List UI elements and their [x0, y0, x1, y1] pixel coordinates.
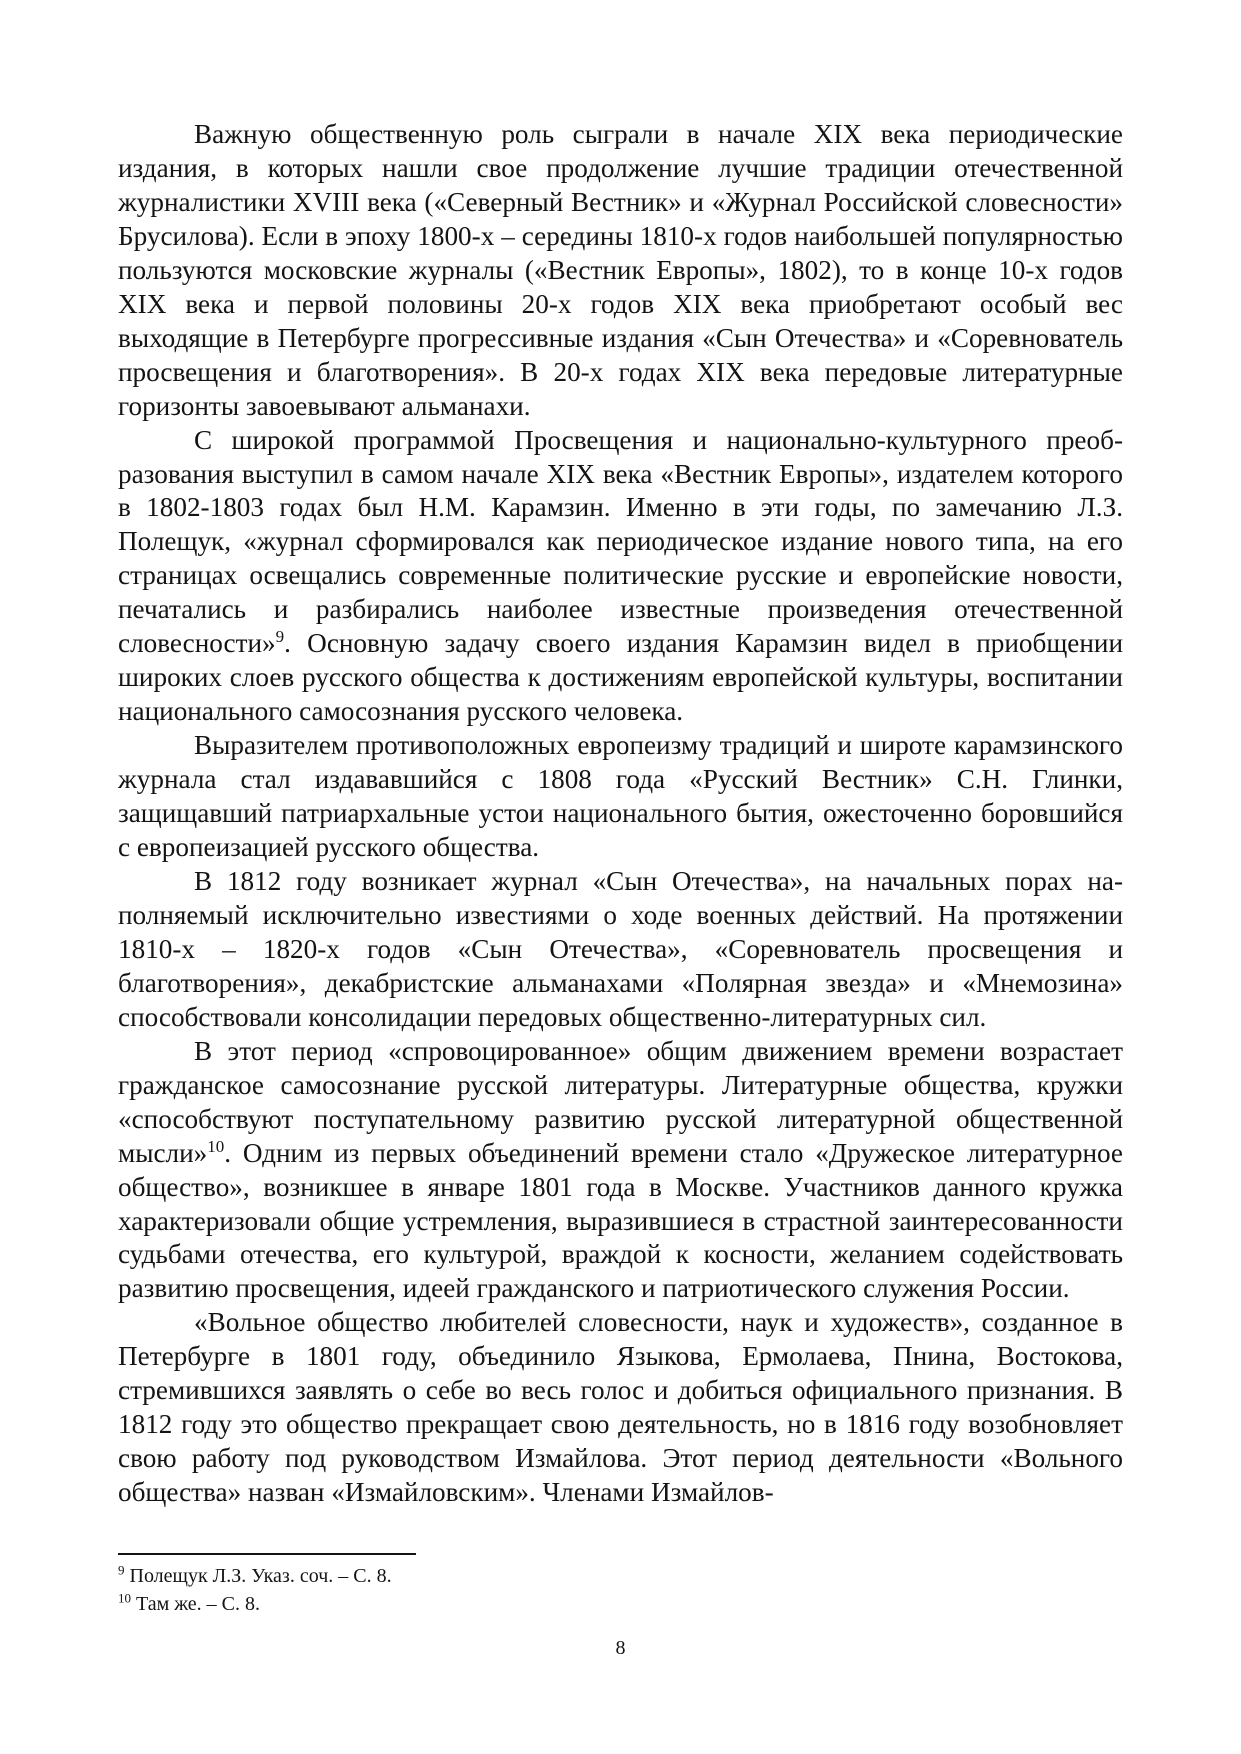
- footnote-number: 9: [118, 1562, 125, 1578]
- paragraph: «Вольное общество любителей словесности, наук и художеств», созданное в Петербурге в 1801 году, объединило Языкова, Ермолаева, Пнина, Востокова, стремившихся заявлять о себе во весь голос и добиться официального признания. В 1812 году это общество прекращает свою деятельность, но в 1816 году возобновляет свою работу под руководством Измайлова. Этот период деятельности «Вольного общества» назван «Измайловским». Членами Измайлов-: [118, 1307, 1123, 1508]
- paragraph: Выразителем противоположных европеизму традиций и широте карамзинского журнала стал издававшийся с 1808 года «Русский Вестник» С.Н. Глинки, защищавший патриархальные устои национального бытия, ожесточенно боровшийся с европеизацией русского общества.: [118, 730, 1123, 863]
- page-number: 8: [615, 1637, 626, 1659]
- footnote: [118, 1590, 1123, 1618]
- footnote-text: Полещук Л.З. Указ. соч. – С. 8.: [124, 1565, 392, 1587]
- paragraph: В 1812 году возникает журнал «Сын Отечества», на начальных порах наполняемый исключительно известиями о ходе военных действий. На протяжении 1810-х – 1820-х годов «Сын Отечества», «Соревнователь просвещения и благотворения», декабристские альманахами «Полярная звезда» и «Мнемозина» способствовали консолидации передовых общественно-литературных сил.: [118, 865, 1123, 1032]
- footnote: [118, 1562, 1123, 1590]
- body-text: [118, 118, 1123, 1510]
- footnote-number: 10: [118, 1590, 131, 1606]
- paragraph: С широкой программой Просвещения и национально-культурного преобразования выступил в самом начале XIX века «Вестник Европы», издателем которого в 1802-1803 годах был Н.М. Карамзин. Именно в эти годы, по замечанию Л.З. Полещук, «журнал сформировался как периодическое издание нового типа, на его страницах освещались современные политические русские и европейские новости, печатались и разбирались наиболее известные произведения отечественной словесности»$^9$. Основную задачу своего издания Карамзин видел в приобщении широких слоев русского общества к достижениям европейской культуры, воспитании национального самосознания русского человека.: [118, 424, 1123, 727]
- footnote-reference[interactable]: 9: [275, 627, 285, 647]
- paragraph: В этот период «спровоцированное» общим движением времени возрастает гражданское самосознание русской литературы. Литературные общества, кружки «способствуют поступательному развитию русской литературной общественной мысли»$^{10}$. Одним из первых объединений времени стало «Дружеское литературное общество», возникшее в январе 1801 года в Москве. Участников данного кружка характеризовали общие устремления, выразившиеся в страстной заинтересованности судьбами отечества, его культурой, враждой к косности, желанием содействовать развитию просвещения, идеей гражданского и патриотического служения России.: [118, 1035, 1123, 1304]
- paragraph: Важную общественную роль сыграли в начале XIX века периодические издания, в которых нашли свое продолжение лучшие традиции отечественной журналистики XVIII века («Северный Вестник» и «Журнал Российской словесности» Брусилова). Если в эпоху 1800-х – середины 1810-х годов наибольшей популярностью пользуются московские журналы («Вестник Европы», 1802), то в конце 10-х годов XIX века и первой половины 20-х годов XIX века приобретают особый вес выходящие в Петербурге прогрессивные издания «Сын Отечества» и «Соревнователь просвещения и благотворения». В 20-х годах XIX века передовые литературные горизонты завоевывают альманахи.: [118, 119, 1123, 421]
- footnote-separator: [118, 1553, 416, 1555]
- footnotes: [118, 1562, 1123, 1618]
- footnote-text: Там же. – С. 8.: [131, 1593, 261, 1615]
- footnote-reference[interactable]: 10: [207, 1136, 225, 1156]
